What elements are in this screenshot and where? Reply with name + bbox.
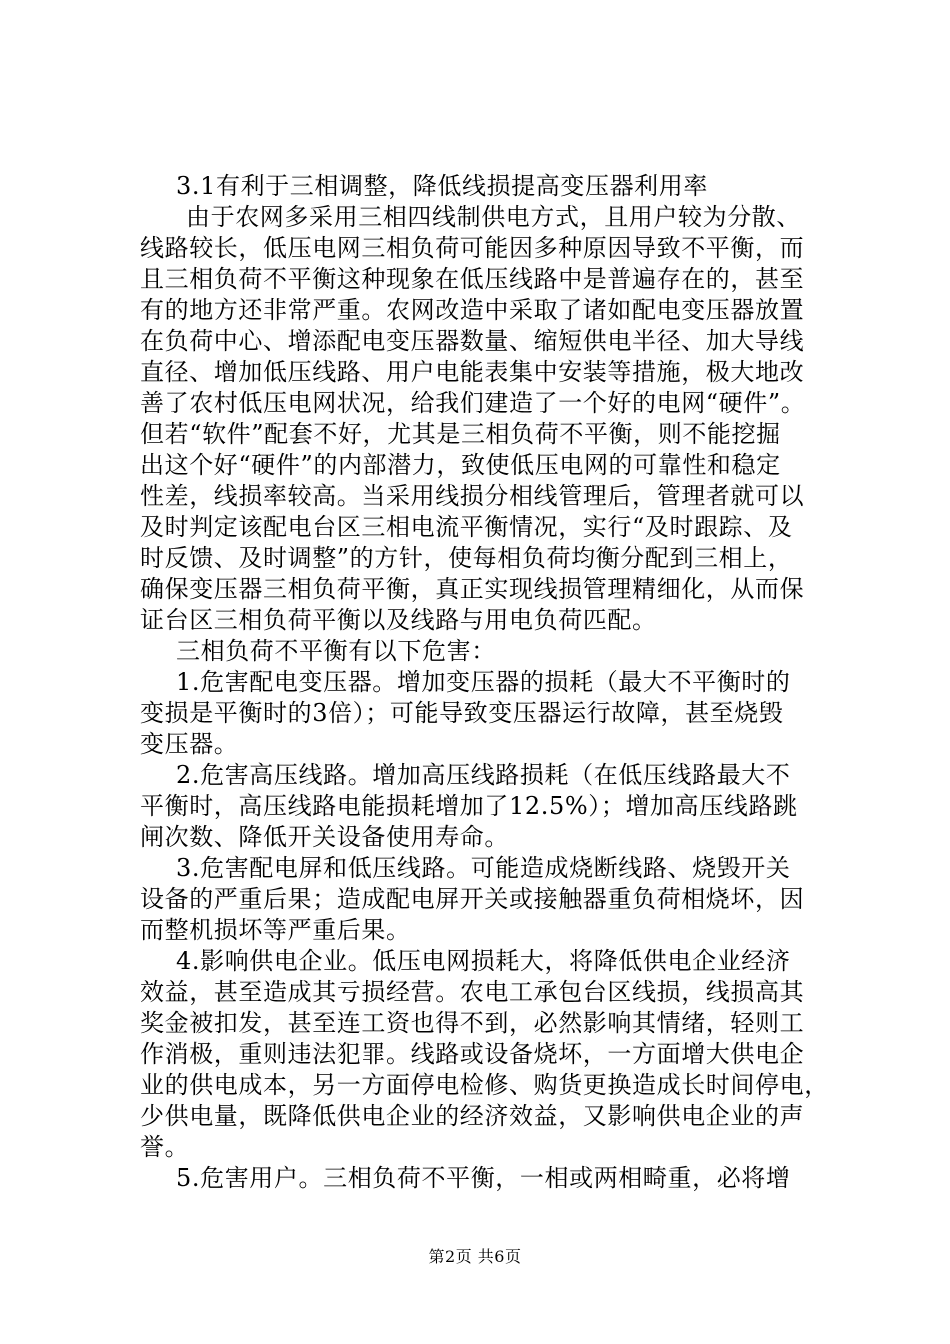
paragraph-line: 及时判定该配电台区三相电流平衡情况，实行“及时跟踪、及 bbox=[140, 513, 793, 541]
paragraph-line: 效益，甚至造成其亏损经营。农电工承包台区线损，线损高其 bbox=[140, 978, 805, 1006]
paragraph-line: 直径、增加低压线路、用户电能表集中安装等措施，极大地改 bbox=[140, 358, 805, 386]
paragraph-line: 且三相负荷不平衡这种现象在低压线路中是普遍存在的，甚至 bbox=[140, 265, 805, 293]
paragraph-line: 设备的严重后果；造成配电屏开关或接触器重负荷相烧坏，因 bbox=[140, 885, 805, 913]
paragraph-line: 闸次数、降低开关设备使用寿命。 bbox=[140, 823, 509, 851]
paragraph-line: 三相负荷不平衡有以下危害： bbox=[176, 637, 496, 665]
paragraph-line: 由于农网多采用三相四线制供电方式，且用户较为分散、 bbox=[186, 203, 801, 231]
paragraph-line: 但若“软件”配套不好，尤其是三相负荷不平衡，则不能挖掘 bbox=[140, 420, 781, 448]
paragraph-line: 业的供电成本，另一方面停电检修、购货更换造成长时间停电， bbox=[140, 1071, 829, 1099]
paragraph-line: 确保变压器三相负荷平衡，真正实现线损管理精细化，从而保 bbox=[140, 575, 805, 603]
list-item-3: 3.危害配电屏和低压线路。可能造成烧断线路、烧毁开关 bbox=[176, 854, 791, 882]
paragraph-line: 誉。 bbox=[140, 1133, 190, 1161]
paragraph-line: 时反馈、及时调整”的方针，使每相负荷均衡分配到三相上， bbox=[140, 544, 793, 572]
paragraph-line: 作消极，重则违法犯罪。线路或设备烧坏，一方面增大供电企 bbox=[140, 1040, 805, 1068]
list-item-4: 4.影响供电企业。低压电网损耗大，将降低供电企业经济 bbox=[176, 947, 791, 975]
paragraph-line: 平衡时，高压线路电能损耗增加了12.5%）；增加高压线路跳 bbox=[140, 792, 798, 820]
paragraph-line: 而整机损坏等严重后果。 bbox=[140, 916, 411, 944]
paragraph-line: 有的地方还非常严重。农网改造中采取了诸如配电变压器放置 bbox=[140, 296, 805, 324]
paragraph-line: 出这个好“硬件”的内部潜力，致使低压电网的可靠性和稳定 bbox=[140, 451, 781, 479]
paragraph-line: 奖金被扣发，甚至连工资也得不到，必然影响其情绪，轻则工 bbox=[140, 1009, 805, 1037]
paragraph-line: 性差，线损率较高。当采用线损分相线管理后，管理者就可以 bbox=[140, 482, 805, 510]
list-item-1: 1.危害配电变压器。增加变压器的损耗（最大不平衡时的 bbox=[176, 668, 791, 696]
page-footer: 第2页 共6页 bbox=[428, 1247, 522, 1266]
paragraph-line: 少供电量，既降低供电企业的经济效益，又影响供电企业的声 bbox=[140, 1102, 805, 1130]
paragraph-line: 证台区三相负荷平衡以及线路与用电负荷匹配。 bbox=[140, 606, 657, 634]
list-item-5: 5.危害用户。三相负荷不平衡，一相或两相畸重，必将增 bbox=[176, 1164, 791, 1192]
paragraph-line: 线路较长，低压电网三相负荷可能因多种原因导致不平衡，而 bbox=[140, 234, 805, 262]
paragraph-line: 善了农村低压电网状况，给我们建造了一个好的电网“硬件”。 bbox=[140, 389, 806, 417]
list-item-2: 2.危害高压线路。增加高压线路损耗（在低压线路最大不 bbox=[176, 761, 791, 789]
section-heading: 3.1有利于三相调整，降低线损提高变压器利用率 bbox=[176, 172, 708, 200]
paragraph-line: 在负荷中心、增添配电变压器数量、缩短供电半径、加大导线 bbox=[140, 327, 805, 355]
paragraph-line: 变压器。 bbox=[140, 730, 239, 758]
paragraph-line: 变损是平衡时的3倍）；可能导致变压器运行故障，甚至烧毁 bbox=[140, 699, 784, 727]
